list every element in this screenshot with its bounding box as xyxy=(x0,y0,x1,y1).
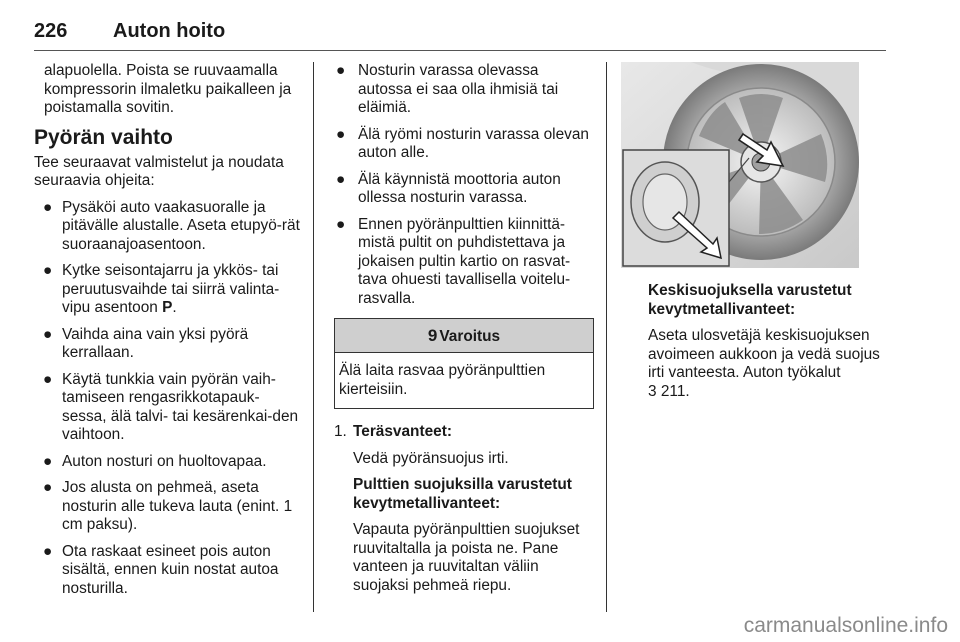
bullet-icon: ● xyxy=(43,325,53,343)
list-item: ● Ota raskaat esineet pois auton sisältä, ennen kuin nostat autoa nosturilla. xyxy=(43,542,279,597)
bullet-icon: ● xyxy=(43,370,53,388)
column-2 xyxy=(334,62,594,603)
list-item: ● Vaihda aina vain yksi pyörä kerrallaan. xyxy=(43,325,249,361)
bullet-icon: ● xyxy=(43,452,53,470)
bullet-icon: ● xyxy=(43,479,53,496)
list-item: ● Kytke seisontajarru ja ykkös- tai peruutusvaihde tai siirrä valinta-vipu asentoon P. xyxy=(43,262,280,316)
list-item: ● Auton nosturi on huoltovapaa. xyxy=(43,452,267,470)
page-header xyxy=(34,10,886,51)
warning-title: Varoitus xyxy=(439,328,501,345)
section-heading: Pyörän vaihto xyxy=(34,125,173,149)
step-number: 1. xyxy=(334,423,347,440)
list-item: ● Käytä tunkkia vain pyörän vaih-tamiseen rengasrikkotapauk-sessa, älä talvi- tai kesärenkai-den vaihtoon. xyxy=(43,370,299,443)
watermark: carmanualsonline.info xyxy=(743,614,948,637)
column-1 xyxy=(34,62,300,606)
warning-header xyxy=(335,319,593,353)
step-1 xyxy=(334,423,594,595)
bullet-list xyxy=(334,62,594,308)
section-subtitle: Keskisuojuksella varustetut kevytmetallivanteet: xyxy=(648,282,852,318)
bullet-icon: ● xyxy=(43,262,53,279)
step-subtitle: Pulttien suojuksilla varustetut kevytmetallivanteet: xyxy=(353,476,572,512)
step-text: Vapauta pyöränpulttien suojukset ruuvitaltalla ja poista ne. Pane vanteen ja ruuvitaltan väliin suojaksi pehmeä riepu. xyxy=(353,521,580,594)
step-title: Teräsvanteet: xyxy=(353,423,452,440)
list-item: ● Älä käynnistä moottoria auton ollessa nosturin varassa. xyxy=(336,170,561,206)
bullet-list xyxy=(34,199,300,599)
running-title: Auton hoito xyxy=(113,20,226,42)
list-item: ● Ennen pyöränpulttien kiinnittä-mistä pultit on puhdistettava ja jokaisen pultin kartio on rasvat-tava ohuesti tavallisella voitelu-rasvalla. xyxy=(336,215,571,307)
lead-paragraph: Tee seuraavat valmistelut ja noudata seuraavia ohjeita: xyxy=(34,153,284,189)
page-reference: 211. xyxy=(660,382,690,400)
step-text: Vedä pyöränsuojus irti. xyxy=(353,449,509,467)
list-item: ● Älä ryömi nosturin varassa olevan auton alle. xyxy=(336,125,589,161)
warning-box xyxy=(334,318,594,409)
bullet-icon: ● xyxy=(336,125,346,143)
column-divider xyxy=(606,62,607,612)
page-number: 226 xyxy=(34,20,68,42)
bullet-icon: ● xyxy=(336,215,346,233)
column-divider xyxy=(313,62,314,612)
column-3 xyxy=(648,62,888,409)
list-item: ● Nosturin varassa olevassa autossa ei saa olla ihmisiä tai eläimiä. xyxy=(336,62,559,116)
list-item: ● Jos alusta on pehmeä, aseta nosturin alle tukeva lauta (enint. 1 cm paksu). xyxy=(43,479,293,533)
paragraph: Aseta ulosvetäjä keskisuojuksen avoimeen aukkoon ja vedä suojus irti vanteesta. Auton työkalut 3 211. xyxy=(648,327,880,400)
warning-triangle-icon: 9 xyxy=(427,326,438,345)
bullet-icon: ● xyxy=(336,62,346,79)
page-reference-icon: 3 xyxy=(648,382,657,400)
bullet-icon: ● xyxy=(43,542,53,560)
bullet-icon: ● xyxy=(336,170,346,188)
list-item: ● Pysäköi auto vaakasuoralle ja pitävälle alustalle. Aseta etupyö-rät suoraanajoasentoon. xyxy=(43,198,300,253)
intro-paragraph: alapuolella. Poista se ruuvaamalla kompressorin ilmaletku paikalleen ja poistamalla sovitin. xyxy=(44,62,292,116)
wheel-cap-illustration xyxy=(621,62,859,268)
warning-text: Älä laita rasvaa pyöränpulttien kierteisiin. xyxy=(339,362,546,398)
bullet-icon: ● xyxy=(43,198,53,216)
